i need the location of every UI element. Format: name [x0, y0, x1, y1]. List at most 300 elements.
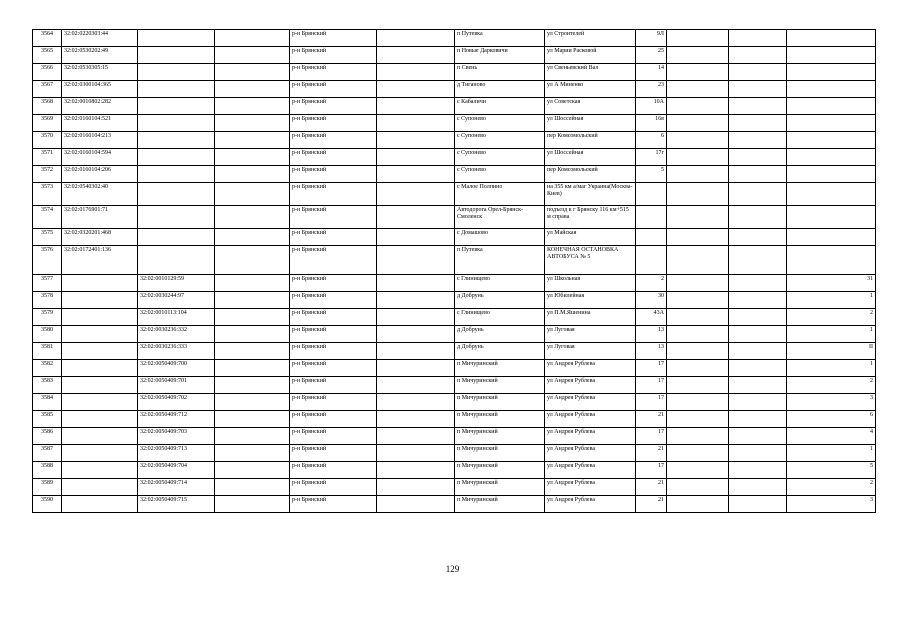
empty-cell: [377, 292, 455, 309]
district-cell: р-н Брянский: [290, 326, 377, 343]
cadastral-number-cell: [62, 377, 138, 394]
cadastral-number-alt-cell: 32:02:0050409:701: [138, 377, 215, 394]
house-number-cell: 10А: [636, 98, 667, 115]
house-number-cell: 25: [636, 47, 667, 64]
row-number: 3564: [33, 30, 62, 47]
cadastral-number-cell: 32:02:0530202:49: [62, 47, 138, 64]
empty-cell: [667, 428, 729, 445]
unit-number-cell: 1: [787, 326, 876, 343]
locality-cell: п Мичуринский: [455, 445, 545, 462]
empty-cell: [377, 132, 455, 149]
house-number-cell: 16в: [636, 115, 667, 132]
cadastral-number-cell: 32:02:0540302:40: [62, 183, 138, 206]
empty-cell: [667, 309, 729, 326]
table-row: [33, 479, 876, 496]
empty-cell: [667, 115, 729, 132]
street-cell: ул Строителей: [545, 30, 636, 47]
empty-cell: [667, 166, 729, 183]
row-number: 3573: [33, 183, 62, 206]
empty-cell: [215, 377, 290, 394]
empty-cell: [377, 479, 455, 496]
street-cell: ул Андрея Рублева: [545, 377, 636, 394]
row-number: 3590: [33, 496, 62, 513]
row-number: 3572: [33, 166, 62, 183]
unit-number-cell: II: [787, 343, 876, 360]
street-cell: ул Майская: [545, 229, 636, 246]
empty-cell: [215, 292, 290, 309]
cadastral-number-alt-cell: 32:02:0010113:104: [138, 309, 215, 326]
empty-cell: [729, 115, 787, 132]
empty-cell: [729, 30, 787, 47]
locality-cell: с Глинищево: [455, 275, 545, 292]
house-number-cell: 21: [636, 445, 667, 462]
empty-cell: [667, 229, 729, 246]
cadastral-number-alt-cell: 32:02:0030236:332: [138, 326, 215, 343]
empty-cell: [729, 445, 787, 462]
cadastral-number-cell: [62, 428, 138, 445]
cadastral-number-alt-cell: 32:02:0050409:700: [138, 360, 215, 377]
empty-cell: [729, 309, 787, 326]
district-cell: р-н Брянский: [290, 411, 377, 428]
unit-number-cell: [787, 81, 876, 98]
empty-cell: [377, 411, 455, 428]
district-cell: р-н Брянский: [290, 309, 377, 326]
table-row: [33, 292, 876, 309]
house-number-cell: 21: [636, 496, 667, 513]
empty-cell: [667, 275, 729, 292]
table-row: [33, 98, 876, 115]
empty-cell: [377, 377, 455, 394]
empty-cell: [377, 445, 455, 462]
cadastral-number-cell: [62, 462, 138, 479]
row-number: 3575: [33, 229, 62, 246]
empty-cell: [215, 326, 290, 343]
district-cell: р-н Брянский: [290, 377, 377, 394]
locality-cell: п Мичуринский: [455, 411, 545, 428]
district-cell: р-н Брянский: [290, 275, 377, 292]
table-row: [33, 360, 876, 377]
street-cell: ул П.М.Яшенина: [545, 309, 636, 326]
district-cell: р-н Брянский: [290, 292, 377, 309]
empty-cell: [215, 411, 290, 428]
empty-cell: [729, 64, 787, 81]
cadastral-number-alt-cell: 32:02:0050409:715: [138, 496, 215, 513]
empty-cell: [729, 47, 787, 64]
empty-cell: [215, 64, 290, 81]
empty-cell: [729, 246, 787, 275]
locality-cell: с Супонево: [455, 115, 545, 132]
cadastral-number-cell: 32:02:0160104:594: [62, 149, 138, 166]
locality-cell: с Супонево: [455, 149, 545, 166]
row-number: 3576: [33, 246, 62, 275]
empty-cell: [377, 47, 455, 64]
street-cell: ул Свеньевский Вал: [545, 64, 636, 81]
street-cell: ул Андрея Рублева: [545, 479, 636, 496]
table-row: [33, 183, 876, 206]
empty-cell: [215, 343, 290, 360]
house-number-cell: 5: [636, 166, 667, 183]
row-number: 3566: [33, 64, 62, 81]
empty-cell: [377, 360, 455, 377]
table-row: [33, 428, 876, 445]
empty-cell: [377, 309, 455, 326]
empty-cell: [377, 428, 455, 445]
empty-cell: [215, 166, 290, 183]
empty-cell: [377, 30, 455, 47]
district-cell: р-н Брянский: [290, 183, 377, 206]
empty-cell: [215, 206, 290, 229]
street-cell: ул Луговая: [545, 343, 636, 360]
row-number: 3571: [33, 149, 62, 166]
cadastral-number-alt-cell: [138, 149, 215, 166]
district-cell: р-н Брянский: [290, 394, 377, 411]
empty-cell: [729, 479, 787, 496]
empty-cell: [729, 81, 787, 98]
locality-cell: д Тиганово: [455, 81, 545, 98]
empty-cell: [729, 166, 787, 183]
empty-cell: [729, 394, 787, 411]
district-cell: р-н Брянский: [290, 81, 377, 98]
row-number: 3587: [33, 445, 62, 462]
empty-cell: [377, 343, 455, 360]
empty-cell: [729, 428, 787, 445]
house-number-cell: 14: [636, 64, 667, 81]
table-row: [33, 229, 876, 246]
empty-cell: [667, 462, 729, 479]
street-cell: подъезд к г Брянску 116 км+515 м справа: [545, 206, 636, 229]
district-cell: р-н Брянский: [290, 246, 377, 275]
empty-cell: [667, 292, 729, 309]
locality-cell: п Мичуринский: [455, 479, 545, 496]
empty-cell: [377, 115, 455, 132]
house-number-cell: [636, 229, 667, 246]
house-number-cell: 17: [636, 360, 667, 377]
house-number-cell: [636, 246, 667, 275]
unit-number-cell: [787, 30, 876, 47]
empty-cell: [215, 47, 290, 64]
empty-cell: [215, 30, 290, 47]
empty-cell: [729, 377, 787, 394]
unit-number-cell: [787, 206, 876, 229]
table-row: [33, 132, 876, 149]
table-row: [33, 81, 876, 98]
table-row: [33, 326, 876, 343]
row-number: 3568: [33, 98, 62, 115]
empty-cell: [729, 132, 787, 149]
empty-cell: [377, 206, 455, 229]
empty-cell: [215, 496, 290, 513]
cadastral-number-alt-cell: [138, 98, 215, 115]
empty-cell: [729, 360, 787, 377]
empty-cell: [667, 377, 729, 394]
street-cell: ул Шоссейная: [545, 149, 636, 166]
house-number-cell: [636, 206, 667, 229]
empty-cell: [377, 98, 455, 115]
cadastral-number-cell: 32:02:0160104:521: [62, 115, 138, 132]
empty-cell: [729, 229, 787, 246]
cadastral-number-cell: [62, 394, 138, 411]
unit-number-cell: 2: [787, 479, 876, 496]
cadastral-number-alt-cell: [138, 132, 215, 149]
cadastral-number-alt-cell: [138, 115, 215, 132]
district-cell: р-н Брянский: [290, 166, 377, 183]
district-cell: р-н Брянский: [290, 64, 377, 81]
row-number: 3583: [33, 377, 62, 394]
empty-cell: [215, 462, 290, 479]
house-number-cell: 17г: [636, 149, 667, 166]
locality-cell: Автодорога Орел-Брянск-Смоленск: [455, 206, 545, 229]
house-number-cell: 30: [636, 292, 667, 309]
table-row: [33, 206, 876, 229]
row-number: 3585: [33, 411, 62, 428]
empty-cell: [215, 445, 290, 462]
cadastral-number-alt-cell: 32:02:0050409:713: [138, 445, 215, 462]
empty-cell: [667, 183, 729, 206]
locality-cell: с Кабаличи: [455, 98, 545, 115]
unit-number-cell: [787, 149, 876, 166]
empty-cell: [215, 81, 290, 98]
empty-cell: [667, 132, 729, 149]
cadastral-number-cell: [62, 360, 138, 377]
cadastral-number-alt-cell: 32:02:0010129:59: [138, 275, 215, 292]
table-row: [33, 343, 876, 360]
register-table: [32, 29, 876, 513]
district-cell: р-н Брянский: [290, 98, 377, 115]
unit-number-cell: [787, 246, 876, 275]
table-row: [33, 47, 876, 64]
empty-cell: [215, 479, 290, 496]
empty-cell: [377, 64, 455, 81]
cadastral-number-alt-cell: 32:02:0050409:704: [138, 462, 215, 479]
house-number-cell: 6: [636, 132, 667, 149]
cadastral-number-alt-cell: [138, 64, 215, 81]
cadastral-number-alt-cell: [138, 81, 215, 98]
table-row: [33, 30, 876, 47]
empty-cell: [215, 275, 290, 292]
street-cell: КОНЕЧНАЯ ОСТАНОВКА АВТОБУСА № 5: [545, 246, 636, 275]
row-number: 3574: [33, 206, 62, 229]
cadastral-number-cell: [62, 292, 138, 309]
cadastral-number-alt-cell: [138, 166, 215, 183]
unit-number-cell: 2: [787, 377, 876, 394]
row-number: 3565: [33, 47, 62, 64]
locality-cell: п Путевка: [455, 30, 545, 47]
unit-number-cell: [787, 98, 876, 115]
cadastral-number-cell: [62, 326, 138, 343]
empty-cell: [377, 462, 455, 479]
empty-cell: [667, 30, 729, 47]
unit-number-cell: 4: [787, 428, 876, 445]
street-cell: ул Школьная: [545, 275, 636, 292]
empty-cell: [667, 246, 729, 275]
district-cell: р-н Брянский: [290, 479, 377, 496]
district-cell: р-н Брянский: [290, 462, 377, 479]
cadastral-number-alt-cell: [138, 206, 215, 229]
street-cell: ул Советская: [545, 98, 636, 115]
locality-cell: п Новые Дарковичи: [455, 47, 545, 64]
locality-cell: п Путевка: [455, 246, 545, 275]
table-row: [33, 246, 876, 275]
cadastral-number-alt-cell: [138, 246, 215, 275]
cadastral-number-cell: 32:02:0160104:206: [62, 166, 138, 183]
cadastral-number-alt-cell: [138, 47, 215, 64]
locality-cell: п Мичуринский: [455, 360, 545, 377]
district-cell: р-н Брянский: [290, 360, 377, 377]
empty-cell: [729, 496, 787, 513]
house-number-cell: 23: [636, 81, 667, 98]
empty-cell: [667, 394, 729, 411]
cadastral-number-alt-cell: 32:02:0050409:712: [138, 411, 215, 428]
empty-cell: [729, 275, 787, 292]
cadastral-number-cell: 32:02:0300104:365: [62, 81, 138, 98]
street-cell: ул Андрея Рублева: [545, 496, 636, 513]
street-cell: ул Андрея Рублева: [545, 360, 636, 377]
unit-number-cell: 2: [787, 309, 876, 326]
house-number-cell: 21: [636, 479, 667, 496]
empty-cell: [377, 149, 455, 166]
cadastral-number-cell: [62, 275, 138, 292]
empty-cell: [729, 183, 787, 206]
district-cell: р-н Брянский: [290, 428, 377, 445]
empty-cell: [729, 98, 787, 115]
table-row: [33, 115, 876, 132]
unit-number-cell: [787, 183, 876, 206]
locality-cell: с Супонево: [455, 166, 545, 183]
cadastral-number-cell: 32:02:0320201:468: [62, 229, 138, 246]
cadastral-number-cell: [62, 479, 138, 496]
locality-cell: п Мичуринский: [455, 394, 545, 411]
cadastral-number-cell: 32:02:0172401:136: [62, 246, 138, 275]
table-row: [33, 377, 876, 394]
table-body: [33, 30, 876, 513]
street-cell: ул Андрея Рублева: [545, 445, 636, 462]
empty-cell: [667, 411, 729, 428]
page-number: 129: [445, 564, 460, 574]
empty-cell: [215, 98, 290, 115]
row-number: 3567: [33, 81, 62, 98]
table-row: [33, 462, 876, 479]
unit-number-cell: 5: [787, 462, 876, 479]
street-cell: ул Андрея Рублева: [545, 462, 636, 479]
locality-cell: п Мичуринский: [455, 428, 545, 445]
district-cell: р-н Брянский: [290, 132, 377, 149]
street-cell: на 355 км а/маг Украина(Москва-Киев): [545, 183, 636, 206]
empty-cell: [667, 98, 729, 115]
unit-number-cell: 31: [787, 275, 876, 292]
row-number: 3581: [33, 343, 62, 360]
house-number-cell: 17: [636, 428, 667, 445]
empty-cell: [729, 149, 787, 166]
empty-cell: [729, 206, 787, 229]
district-cell: р-н Брянский: [290, 149, 377, 166]
house-number-cell: 13: [636, 343, 667, 360]
empty-cell: [729, 326, 787, 343]
row-number: 3584: [33, 394, 62, 411]
street-cell: ул Андрея Рублева: [545, 394, 636, 411]
empty-cell: [729, 411, 787, 428]
unit-number-cell: 6: [787, 411, 876, 428]
empty-cell: [377, 81, 455, 98]
unit-number-cell: 1: [787, 445, 876, 462]
empty-cell: [377, 183, 455, 206]
empty-cell: [215, 132, 290, 149]
district-cell: р-н Брянский: [290, 206, 377, 229]
empty-cell: [377, 394, 455, 411]
street-cell: ул Юбилейная: [545, 292, 636, 309]
street-cell: ул Андрея Рублева: [545, 428, 636, 445]
unit-number-cell: [787, 47, 876, 64]
cadastral-number-cell: [62, 496, 138, 513]
empty-cell: [377, 275, 455, 292]
cadastral-number-alt-cell: [138, 30, 215, 47]
unit-number-cell: [787, 229, 876, 246]
empty-cell: [377, 496, 455, 513]
row-number: 3582: [33, 360, 62, 377]
table-row: [33, 411, 876, 428]
cadastral-number-cell: 32:02:0220303:44: [62, 30, 138, 47]
house-number-cell: 43А: [636, 309, 667, 326]
empty-cell: [667, 64, 729, 81]
empty-cell: [215, 115, 290, 132]
empty-cell: [215, 149, 290, 166]
row-number: 3586: [33, 428, 62, 445]
empty-cell: [667, 47, 729, 64]
locality-cell: п Мичуринский: [455, 496, 545, 513]
row-number: 3578: [33, 292, 62, 309]
cadastral-number-alt-cell: [138, 183, 215, 206]
street-cell: ул Луговая: [545, 326, 636, 343]
empty-cell: [667, 496, 729, 513]
empty-cell: [215, 428, 290, 445]
empty-cell: [667, 206, 729, 229]
house-number-cell: [636, 183, 667, 206]
cadastral-number-alt-cell: 32:02:0030244:97: [138, 292, 215, 309]
empty-cell: [729, 292, 787, 309]
house-number-cell: 2: [636, 275, 667, 292]
empty-cell: [215, 309, 290, 326]
empty-cell: [377, 246, 455, 275]
row-number: 3577: [33, 275, 62, 292]
street-cell: ул А Миненко: [545, 81, 636, 98]
cadastral-number-alt-cell: [138, 229, 215, 246]
empty-cell: [377, 229, 455, 246]
empty-cell: [377, 166, 455, 183]
district-cell: р-н Брянский: [290, 343, 377, 360]
locality-cell: с Глинищево: [455, 309, 545, 326]
house-number-cell: 17: [636, 377, 667, 394]
street-cell: пер Комсомольский: [545, 132, 636, 149]
locality-cell: д Добрунь: [455, 292, 545, 309]
empty-cell: [667, 360, 729, 377]
house-number-cell: 17: [636, 462, 667, 479]
district-cell: р-н Брянский: [290, 30, 377, 47]
empty-cell: [729, 343, 787, 360]
unit-number-cell: 1: [787, 360, 876, 377]
street-cell: ул Шоссейная: [545, 115, 636, 132]
empty-cell: [215, 394, 290, 411]
table-row: [33, 309, 876, 326]
unit-number-cell: [787, 132, 876, 149]
empty-cell: [215, 229, 290, 246]
locality-cell: с Домашово: [455, 229, 545, 246]
empty-cell: [215, 246, 290, 275]
cadastral-number-cell: [62, 411, 138, 428]
district-cell: р-н Брянский: [290, 115, 377, 132]
cadastral-number-alt-cell: 32:02:0050409:714: [138, 479, 215, 496]
unit-number-cell: [787, 115, 876, 132]
row-number: 3579: [33, 309, 62, 326]
empty-cell: [215, 360, 290, 377]
